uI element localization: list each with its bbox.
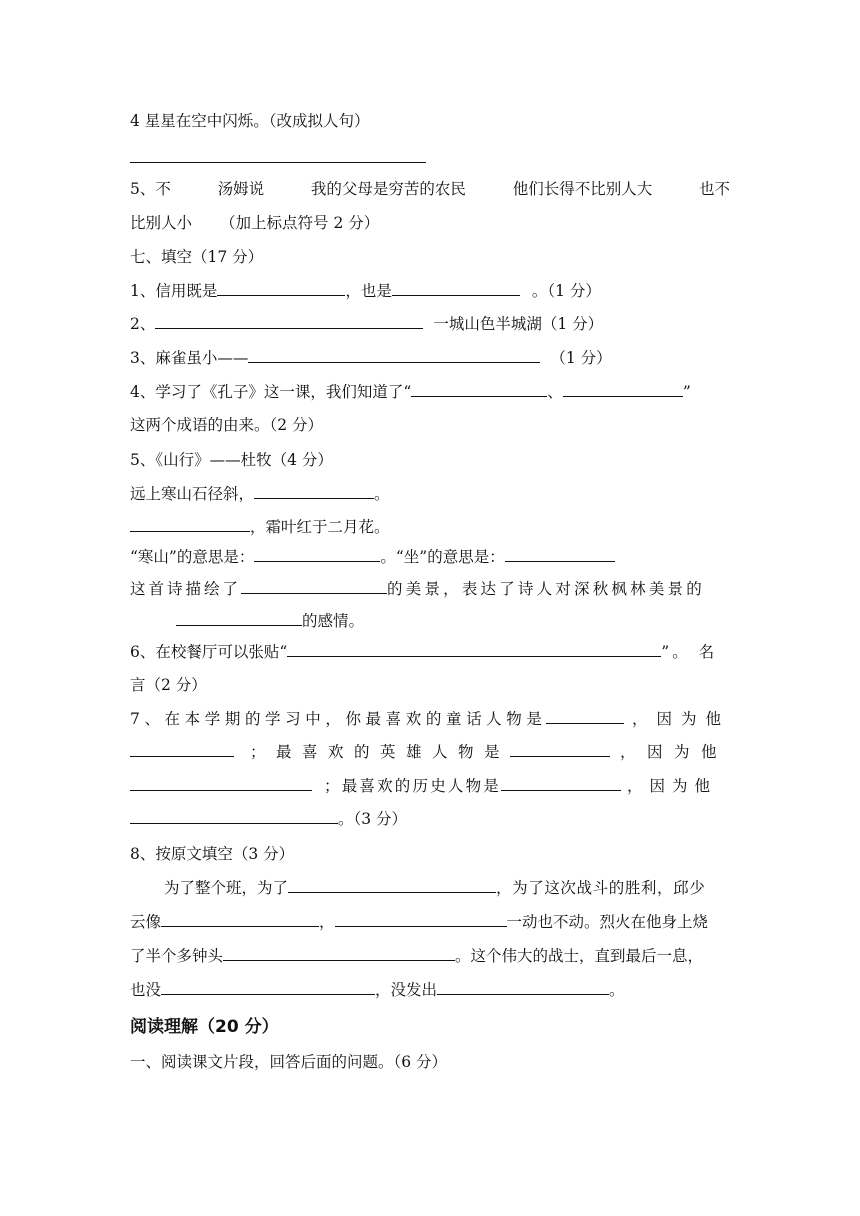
- fill-2: [130, 313, 730, 335]
- blank-5e[interactable]: [241, 578, 387, 594]
- fill-text: 的感情。: [302, 612, 365, 630]
- fill-4-line2: [130, 414, 730, 436]
- section-title: 七、填空（17 分）: [130, 248, 264, 266]
- q6-5-line2: [130, 212, 730, 234]
- blank-4a[interactable]: [411, 381, 547, 397]
- fill-text: 。“坐”的意思是：: [380, 548, 505, 566]
- fill-text: ，为了这次战斗的胜利，邱少: [496, 879, 706, 897]
- blank-8f[interactable]: [437, 979, 609, 995]
- blank-8d[interactable]: [223, 945, 455, 961]
- fill-text: 也没: [130, 981, 162, 999]
- fill-text: ；最喜欢的英雄人物是: [250, 743, 511, 761]
- fill-text: 、: [547, 383, 563, 401]
- blank-6[interactable]: [287, 641, 661, 657]
- fill-text: ，也是: [345, 282, 392, 300]
- fill-text: ，霜叶红于二月花。: [250, 518, 390, 536]
- fill-text: ，: [319, 913, 335, 931]
- fill-text: 7、在本学期的学习中，你最喜欢的童话人物是: [130, 710, 547, 728]
- blank-5b[interactable]: [130, 516, 250, 532]
- fill-8-line2: [130, 911, 730, 933]
- fill-text: 。: [374, 485, 390, 503]
- blank-2[interactable]: [155, 313, 423, 329]
- fill-5-title: [130, 449, 730, 471]
- blank-1b[interactable]: [392, 280, 520, 296]
- fill-6: [130, 641, 730, 663]
- blank-8b[interactable]: [161, 911, 319, 927]
- fill-text: 的美景，表达了诗人对深秋枫林美景的: [387, 580, 705, 598]
- blank-3[interactable]: [248, 347, 540, 363]
- fill-text: “寒山”的意思是：: [130, 548, 255, 566]
- fill-6-line2: [130, 674, 730, 696]
- fill-text: 言（2 分）: [130, 676, 207, 694]
- fill-3: [130, 347, 730, 369]
- q6-5-text: 比别人小: [130, 214, 193, 232]
- q6-5-word: 5、不: [130, 180, 171, 198]
- q6-5-note: （加上标点符号 2 分）: [220, 214, 380, 232]
- fill-text: ，因为他: [631, 710, 730, 728]
- fill-7-line2: [130, 741, 730, 763]
- fill-text: 1、信用既是: [130, 282, 218, 300]
- fill-text: 云像: [130, 913, 162, 931]
- q6-5-word: 他们长得不比别人大: [512, 180, 653, 198]
- fill-text: 这两个成语的由来。（2 分）: [130, 416, 324, 434]
- fill-8-line3: [130, 945, 730, 967]
- q6-5-line1: [130, 178, 730, 200]
- fill-text: 一城山色半城湖（1 分）: [433, 315, 604, 333]
- q6-4-prompt: [130, 110, 730, 132]
- fill-text: 为了整个班，为了: [164, 879, 289, 897]
- blank-4b[interactable]: [563, 381, 683, 397]
- fill-text: ”。 名: [661, 643, 718, 661]
- fill-1: [130, 280, 730, 302]
- fill-text: 4、学习了《孔子》这一课，我们知道了“: [130, 383, 412, 401]
- fill-8-title: [130, 843, 730, 865]
- fill-text: 远上寒山石径斜，: [130, 485, 255, 503]
- q6-5-word: 也不: [698, 180, 730, 198]
- blank-7f[interactable]: [130, 808, 338, 824]
- fill-text: 这首诗描绘了: [130, 580, 242, 598]
- fill-text: 2、: [130, 315, 156, 333]
- blank-7e[interactable]: [501, 775, 621, 791]
- fill-8-line1: [130, 877, 730, 899]
- fill-text: ，因为他: [627, 777, 718, 795]
- blank-5f[interactable]: [176, 610, 302, 626]
- section-title: 阅读理解（20 分）: [130, 1017, 279, 1037]
- section-7-title: [130, 246, 730, 268]
- fill-text: 。（1 分）: [531, 282, 601, 300]
- blank-1a[interactable]: [217, 280, 345, 296]
- fill-text: 5、《山行》——杜牧（4 分）: [130, 451, 333, 469]
- blank-8c[interactable]: [335, 911, 507, 927]
- blank-8e[interactable]: [161, 979, 375, 995]
- fill-text: ”: [682, 383, 691, 401]
- fill-text: ，没发出: [375, 981, 438, 999]
- fill-text: 。这个伟大的战士，直到最后一息，: [455, 947, 704, 965]
- fill-4: [130, 381, 730, 403]
- blank-7d[interactable]: [130, 775, 312, 791]
- fill-text: 。（3 分）: [338, 810, 408, 828]
- answer-line: [130, 162, 426, 163]
- blank-5c[interactable]: [254, 546, 380, 562]
- fill-7-line4: [130, 808, 730, 830]
- blank-5d[interactable]: [505, 546, 615, 562]
- reading-title: [130, 1016, 730, 1038]
- fill-5-line1: [130, 483, 730, 505]
- fill-5-line4: [130, 578, 730, 600]
- fill-5-line5: [130, 610, 730, 632]
- reading-q1: [130, 1051, 730, 1073]
- fill-7-line1: [130, 708, 730, 730]
- fill-7-line3: [130, 775, 730, 797]
- fill-5-line2: [130, 516, 730, 538]
- fill-text: 6、在校餐厅可以张贴“: [130, 643, 288, 661]
- question-text: 一、阅读课文片段，回答后面的问题。（6 分）: [130, 1053, 448, 1071]
- blank-8a[interactable]: [288, 877, 496, 893]
- q6-4-text: 4 星星在空中闪烁。（改成拟人句）: [130, 112, 370, 130]
- q6-5-word: 我的父母是穷苦的农民: [310, 180, 466, 198]
- fill-text: 一动也不动。烈火在他身上烧: [506, 913, 709, 931]
- fill-text: ，因为他: [620, 743, 729, 761]
- fill-text: ；最喜欢的历史人物是: [324, 777, 502, 795]
- blank-7a[interactable]: [546, 708, 624, 724]
- blank-5a[interactable]: [254, 483, 374, 499]
- fill-text: 了半个多钟头: [130, 947, 224, 965]
- q6-5-word: 汤姆说: [217, 180, 265, 198]
- blank-7c[interactable]: [510, 741, 610, 757]
- fill-text: 。: [609, 981, 625, 999]
- fill-8-line4: [130, 979, 730, 1001]
- fill-5-line3: [130, 546, 730, 568]
- fill-text: 8、按原文填空（3 分）: [130, 845, 295, 863]
- fill-text: （1 分）: [550, 349, 612, 367]
- blank-7b[interactable]: [130, 741, 234, 757]
- fill-text: 3、麻雀虽小——: [130, 349, 249, 367]
